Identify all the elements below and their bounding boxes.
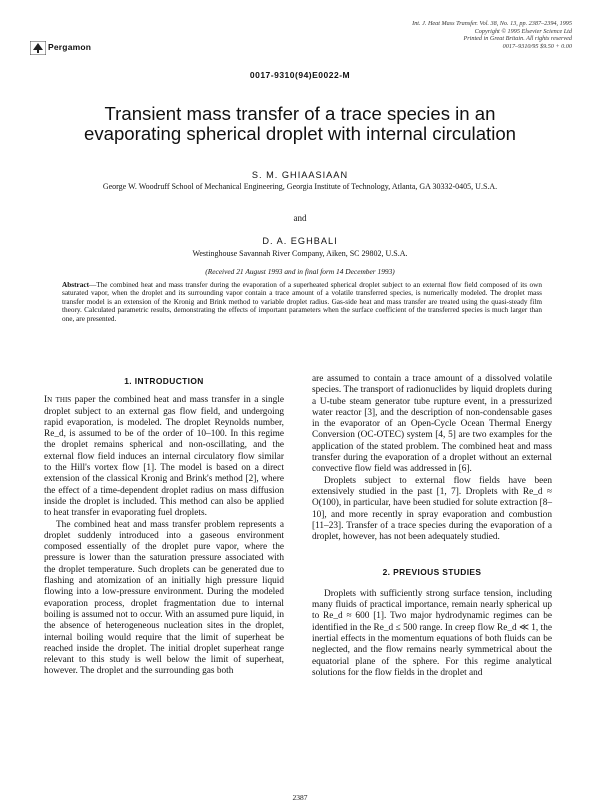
article-code: 0017-9310(94)E0022-M: [249, 70, 351, 80]
author-1: S. M. GHIAASIAAN: [251, 170, 349, 180]
intro-paragraph-2: The combined heat and mass transfer problem represents a droplet suddenly introduced into a gaseous environment composed essentially of the droplet pure vapor, where the pressure is lower than the saturation pressure associated with the droplet temperature. Such droplets can be generated due to flashing and atomization of an initially high pressure liquid flowing into a low-pressure environment. During the modeled evaporation process, droplet fragmentation due to internal boiling is assumed not to occur. With an assumed pure liquid, in the absence of heterogeneous nucleation sites in the droplet, internal boiling would require that the limit of superheat be reached inside the droplet. The initial droplet superheat range relevant to this study is well below the limit of superheat, however. The droplet and the surrounding gas both: [44, 519, 284, 677]
right-column: [312, 374, 552, 679]
right-paragraph-1: are assumed to contain a trace amount of a dissolved volatile species. The transport of radionuclides by liquid droplets during a U-tube steam generator tube rupture event, in a pressurized water reactor [3], and the description of non-condensable gases in the evaporator of an Open-Cycle Ocean Thermal Energy Conversion (OC-OTEC) system [4, 5] are two examples for the application of the stated problem. The combined heat and mass transfer during the evaporation of a droplet without an external convective flow field was addressed in [6].: [312, 374, 552, 475]
and-separator: and: [293, 213, 307, 223]
abstract: [62, 281, 542, 323]
intro-p1-text: paper the combined heat and mass transfer in a single droplet subject to an external gas flow field, and undergoing rapid evaporation, is modeled. The droplet Reynolds number, Re_d, is assumed to be of the order of 10–100. In this regime the droplet remains spherical and non-oscillating, and the external flow field induces an internal circulatory flow similar to the Hill's vortex flow [1]. The model is based on a direct extension of the classical Kronig and Brink's method [2], where the effect of a time-dependent droplet radius on mass diffusion inside the droplet is included. This method can also be applied to heat transfer in evaporating fuel droplets.: [44, 395, 284, 519]
journal-info: [342, 20, 572, 50]
journal-line: Printed in Great Britain. All rights reserved: [463, 35, 572, 43]
journal-line: Copyright © 1995 Elsevier Science Ltd: [474, 27, 572, 35]
author-2: D. A. EGHBALI: [262, 236, 338, 246]
abstract-text: —The combined heat and mass transfer during the evaporation of a superheated spherical droplet subject to an external flow field composed of its own saturated vapor, when the droplet and its surrounding vapor contain a trace amount of a volatile transferred species, is numerically modeled. The droplet mass transfer model is an extension of the Kronig and Brink method to variable droplet radius. Gas-side heat and mass transfer are treated using the quasi-steady film theory. Calculated parametric results, demonstrating the effects of important parameters when the surface coefficient of the transferred species is much larger than one, are presented.: [62, 281, 542, 323]
left-column: [44, 376, 284, 678]
intro-paragraph-1: [44, 395, 284, 519]
intro-heading: 1. INTRODUCTION: [124, 376, 204, 386]
previous-studies-paragraph: Droplets with sufficiently strong surface tension, including many fluids of practical importance, remain nearly spherical up to Re_d ≈ 600 [1]. Two major hydrodynamic regimes can be identified in the Re_d ≤ 500 range. In creep flow Re_d ≪ 1, the inertial effects in the momentum equations of both fluids can be neglected, and the flow remains nearly symmetrical about the equatorial plane of the sphere. For this regime analytical solutions for the flow fields in the droplet and: [312, 588, 552, 678]
affiliation-2: Westinghouse Savannah River Company, Aiken, SC 29802, U.S.A.: [192, 249, 408, 258]
journal-line: Int. J. Heat Mass Transfer. Vol. 38, No. 13, pp. 2387–2394, 1995: [412, 20, 572, 27]
publisher-logo: [30, 38, 94, 58]
article-title: Transient mass transfer of a trace species in an evaporating spherical droplet with internal circulation: [83, 103, 517, 144]
publisher-name: Pergamon: [48, 42, 92, 52]
previous-studies-heading: 2. PREVIOUS STUDIES: [382, 567, 482, 578]
page-number: 2387: [292, 793, 308, 802]
right-paragraph-2: Droplets subject to external flow fields have been extensively studied in the past [1, 7]. Droplets with Re_d ≈ O(100), in particular, have been studied for solute extraction [8–10], and more recently in spray evaporation and combustion [11–23]. Transfer of a trace species during the evaporation of a droplet, however, has not been adequately studied.: [312, 475, 552, 543]
affiliation-1: George W. Woodruff School of Mechanical Engineering, Georgia Institute of Technology, Atlanta, GA 30332-0405, U.S.A.: [102, 182, 498, 191]
abstract-label: Abstract: [62, 281, 89, 289]
intro-lead: In this: [44, 395, 72, 406]
journal-line: 0017–9310/95 $9.50 + 0.00: [502, 42, 572, 50]
pergamon-tree-icon: [30, 41, 46, 55]
received-dates: (Received 21 August 1993 and in final form 14 December 1993): [205, 267, 395, 276]
